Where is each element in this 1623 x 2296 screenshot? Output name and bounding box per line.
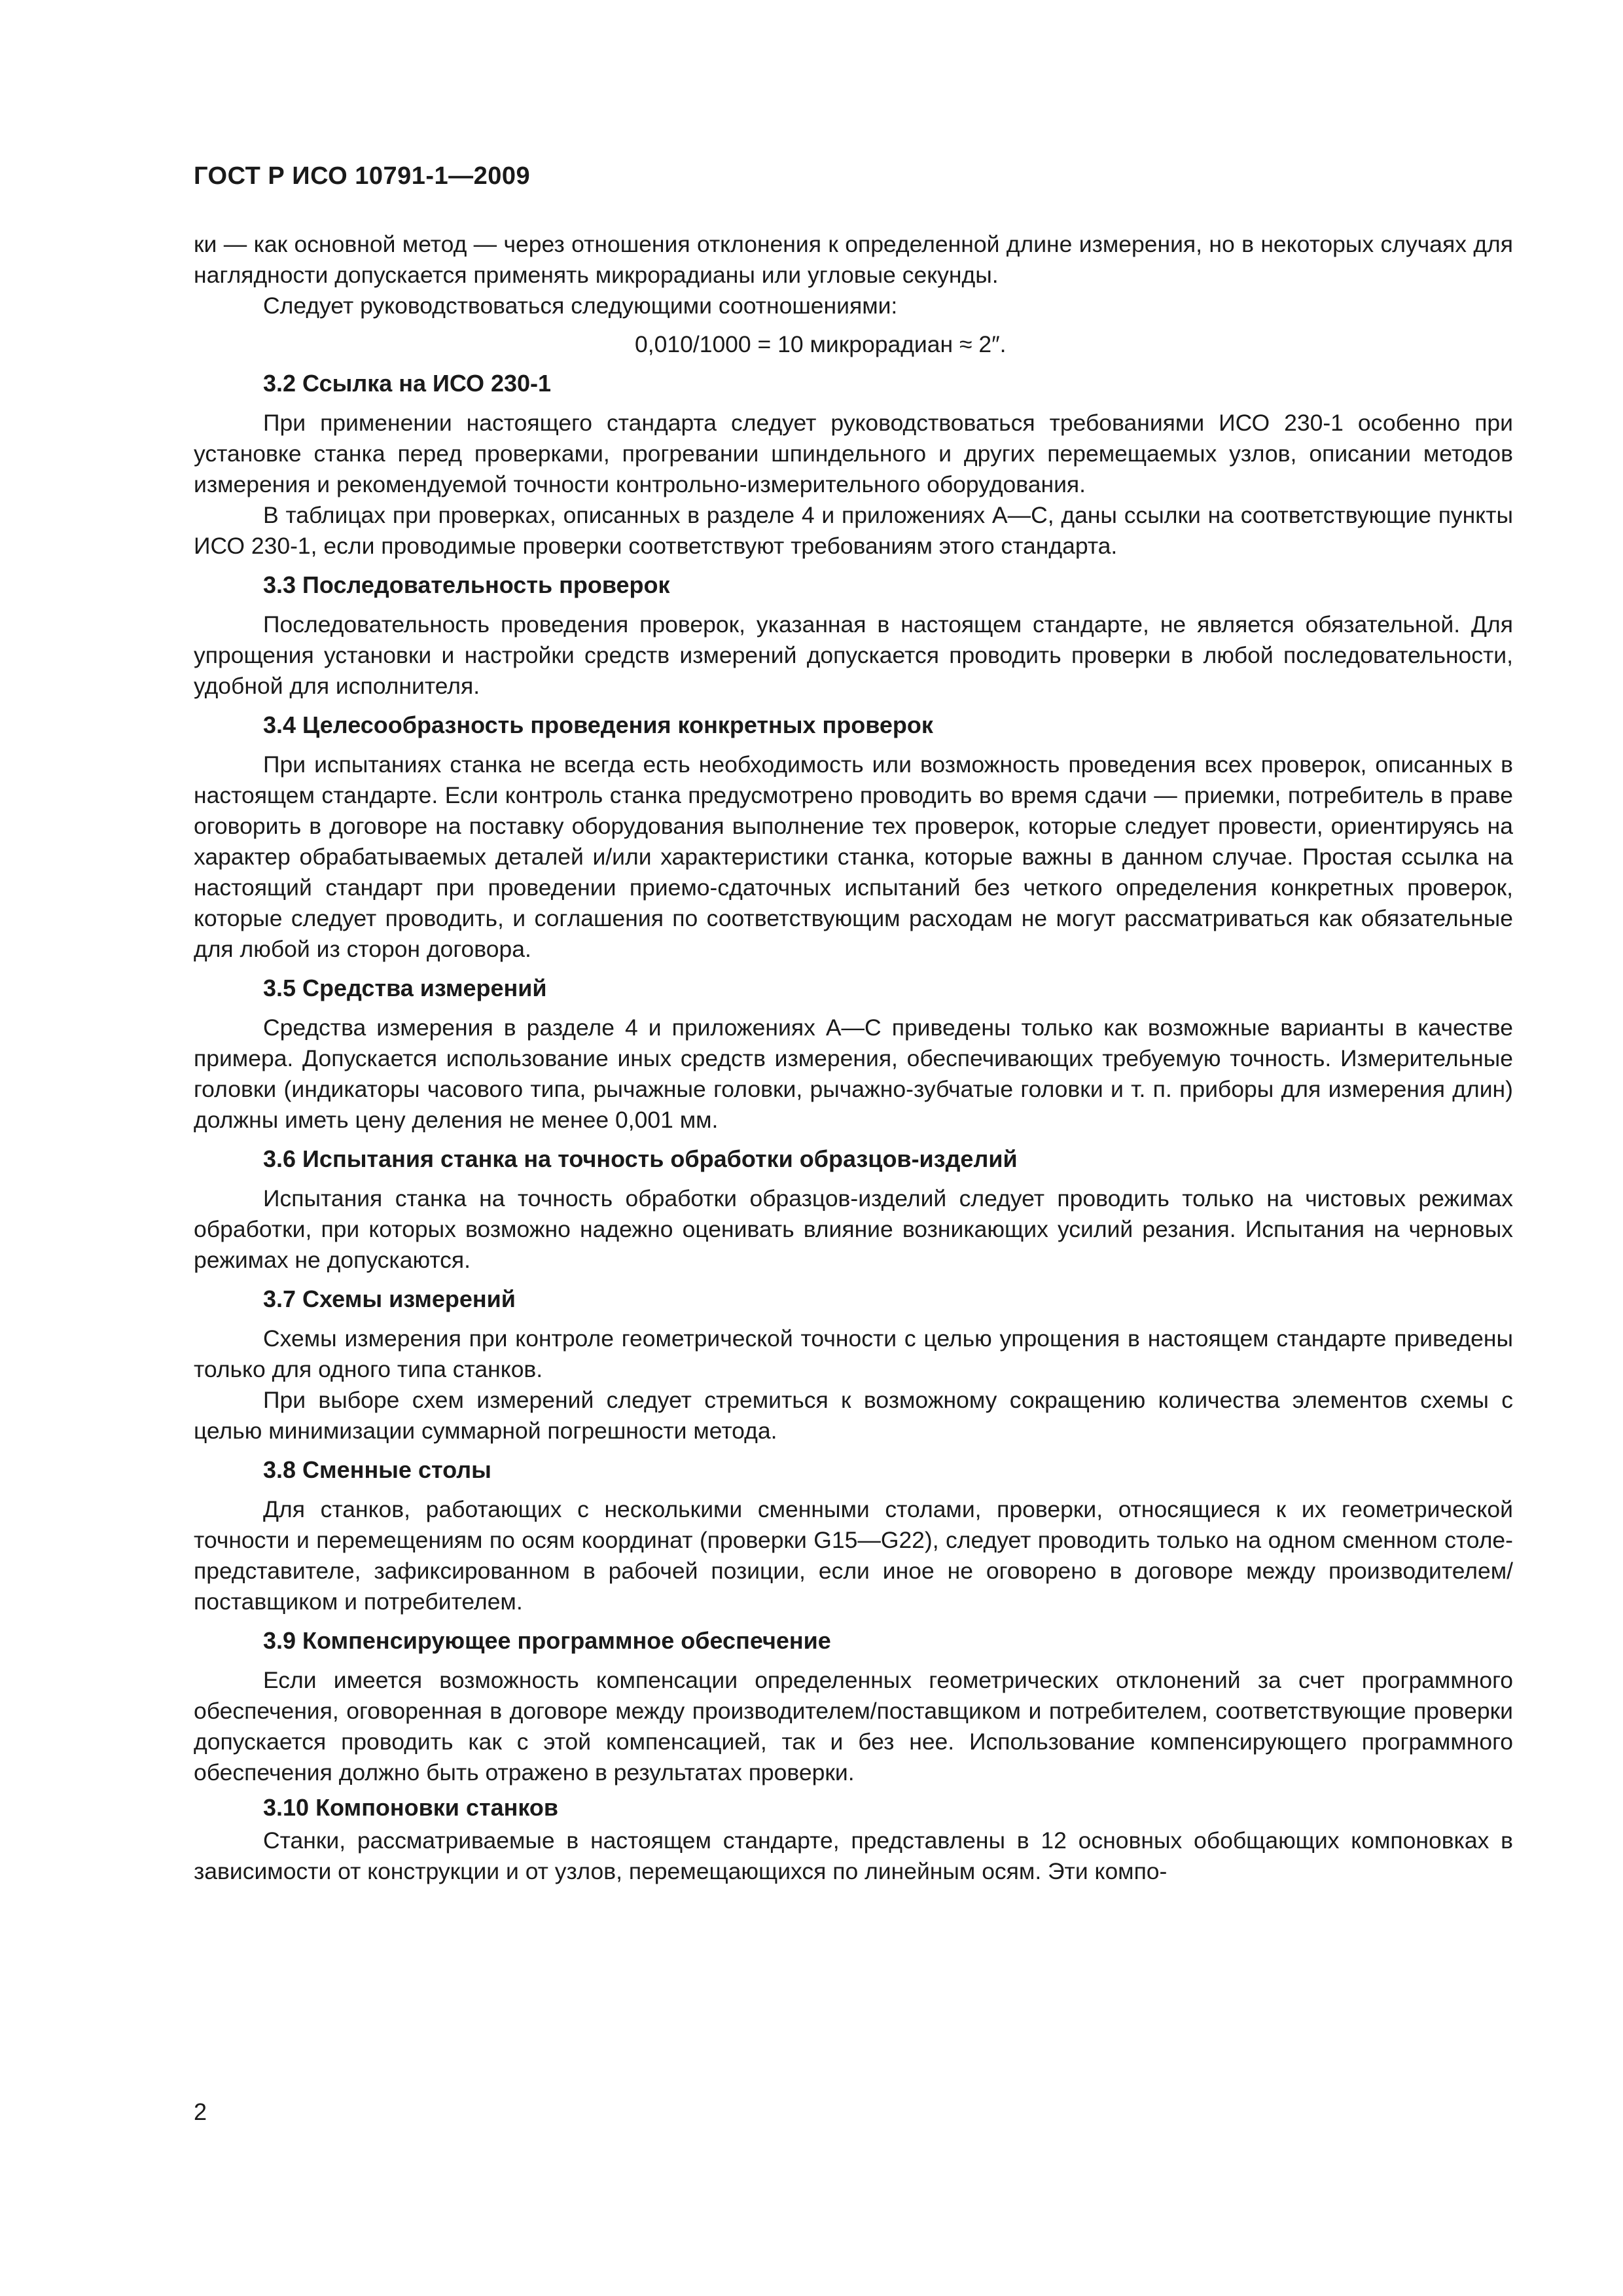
section-heading-3-10: 3.10 Компоновки станков bbox=[263, 1794, 559, 1821]
section-heading-3-3: 3.3 Последовательность проверок bbox=[263, 571, 670, 598]
section-heading-3-9: 3.9 Компенсирующее программное обеспечение bbox=[263, 1627, 831, 1654]
section-paragraph: При испытаниях станка не всегда есть необходимость или возможность проведения всех проверок, описанных в настоящем стандарте. Если контроль станка предусмотрено проводить во время сдачи — приемки, потребитель в праве оговорить в договоре на поставку оборудования выполнение тех проверок, которые следует провести, ориентируясь на характер обрабатываемых деталей и/или характеристики станка, которые важны в данном случае. Простая ссылка на настоящий стандарт при проведении приемо-сдаточных испытаний без четкого определения конкретных проверок, которые следует проводить, и соглашения по соответствующим расходам не могут рассматриваться как обязательные для любой из сторон договора. bbox=[194, 751, 1513, 962]
intro-paragraph: ки — как основной метод — через отношения отклонения к определенной длине измерения, но в некоторых случаях для наглядности допускается применять микрорадианы или угловые секунды. bbox=[194, 231, 1513, 288]
section-paragraph: Для станков, работающих с несколькими сменными столами, проверки, относящиеся к их геометрической точности и перемещениям по осям координат (проверки G15—G22), следует проводить только на одном сменном столе-представителе, зафиксированном в рабочей позиции, если иное не оговорено в договоре между производителем/поставщиком и потребителем. bbox=[194, 1496, 1513, 1615]
document-body bbox=[194, 229, 1513, 1887]
section-paragraph: Средства измерения в разделе 4 и приложениях А—С приведены только как возможные варианты в качестве примера. Допускается использование иных средств измерения, обеспечивающих требуемую точность. Измерительные головки (индикаторы часового типа, рычажные головки, рычажно-зубчатые головки и т. п. приборы для измерения длин) должны иметь цену деления не менее 0,001 мм. bbox=[194, 1014, 1513, 1133]
section-heading-3-7: 3.7 Схемы измерений bbox=[263, 1285, 516, 1312]
section-paragraph: Последовательность проведения проверок, указанная в настоящем стандарте, не является обязательной. Для упрощения установки и настройки средств измерений допускается проводить проверки в любой последовательности, удобной для исполнителя. bbox=[194, 611, 1513, 699]
formula: 0,010/1000 = 10 микрорадиан ≈ 2″. bbox=[635, 331, 1007, 357]
section-paragraph: При выборе схем измерений следует стремиться к возможному сокращению количества элементов схемы с целью минимизации суммарной погрешности метода. bbox=[194, 1387, 1513, 1444]
intro-paragraph: Следует руководствоваться следующими соотношениями: bbox=[263, 293, 898, 319]
section-heading-3-4: 3.4 Целесообразность проведения конкретных проверок bbox=[263, 711, 933, 738]
section-paragraph: Схемы измерения при контроле геометрической точности с целью упрощения в настоящем стандарте приведены только для одного типа станков. bbox=[194, 1325, 1513, 1382]
section-heading-3-2: 3.2 Ссылка на ИСО 230-1 bbox=[263, 370, 552, 397]
document-header: ГОСТ Р ИСО 10791-1—2009 bbox=[194, 162, 531, 190]
section-paragraph: Станки, рассматриваемые в настоящем стандарте, представлены в 12 основных обобщающих компоновках в зависимости от конструкции и от узлов, перемещающихся по линейным осям. Эти компо- bbox=[194, 1827, 1513, 1884]
section-paragraph: Испытания станка на точность обработки образцов-изделий следует проводить только на чистовых режимах обработки, при которых возможно надежно оценивать влияние возникающих усилий резания. Испытания на черновых режимах не допускаются. bbox=[194, 1185, 1513, 1273]
section-heading-3-8: 3.8 Сменные столы bbox=[263, 1456, 491, 1483]
section-heading-3-5: 3.5 Средства измерений bbox=[263, 975, 547, 1001]
section-paragraph: При применении настоящего стандарта следует руководствоваться требованиями ИСО 230-1 особенно при установке станка перед проверками, прогревании шпиндельного и других перемещаемых узлов, описании методов измерения и рекомендуемой точности контрольно-измерительного оборудования. bbox=[194, 410, 1513, 497]
section-paragraph: В таблицах при проверках, описанных в разделе 4 и приложениях А—С, даны ссылки на соответствующие пункты ИСО 230-1, если проводимые проверки соответствуют требованиям этого стандарта. bbox=[194, 502, 1513, 559]
section-paragraph: Если имеется возможность компенсации определенных геометрических отклонений за счет программного обеспечения, оговоренная в договоре между производителем/поставщиком и потребителем, соответствующие проверки допускается проводить как с этой компенсацией, так и без нее. Использование компенсирующего программного обеспечения должно быть отражено в результатах проверки. bbox=[194, 1667, 1513, 1785]
section-heading-3-6: 3.6 Испытания станка на точность обработки образцов-изделий bbox=[263, 1145, 1018, 1172]
page-number: 2 bbox=[194, 2098, 207, 2125]
